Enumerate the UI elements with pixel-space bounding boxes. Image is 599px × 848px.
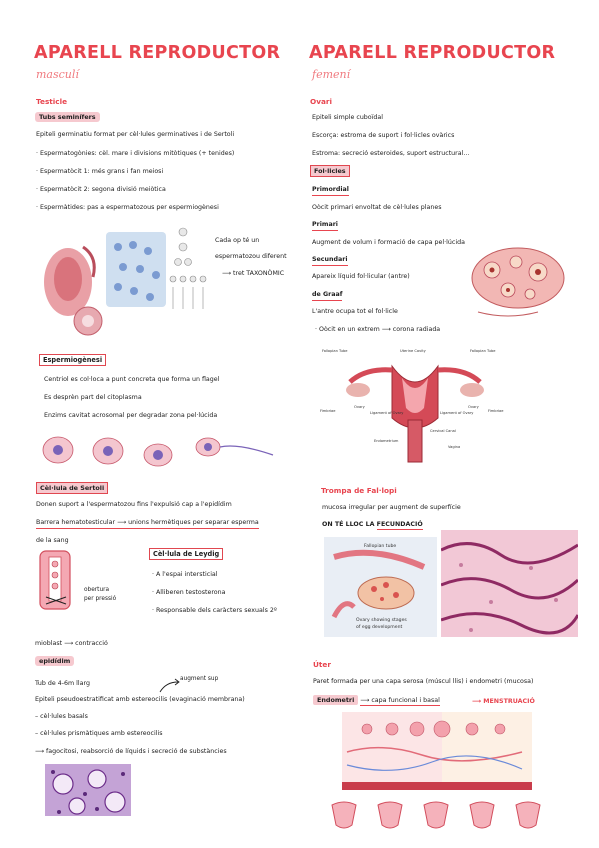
uterus-label-12: Vagina [448, 445, 461, 449]
uterus-label-4: Ovary [354, 405, 365, 409]
fallopian-histology [441, 530, 578, 637]
fallopian-caption-2: of egg development [356, 625, 403, 630]
sertoli-line-2: Barrera hematotesticular ⟶ unions hermètiques per separar esperma [36, 519, 259, 529]
left-subtitle: masculí [36, 68, 79, 81]
note-line-3: ⟶ tret TAXONÒMIC [222, 270, 285, 277]
tubs-label: Tubs seminífers [35, 112, 100, 122]
graaf-line-1: L'antre ocupa tot el fol·licle [312, 308, 398, 315]
sertoli-line-3: de la sang [36, 537, 69, 544]
epididim-line-5: ⟶ fagocitosi, reabsorció de líquids i secreció de substàncies [35, 748, 227, 755]
sertoli-cell-drawing [36, 549, 76, 614]
secundari-label: Secundari [312, 256, 348, 266]
overture-note-1: obertura [84, 587, 110, 593]
ovari-line-3: Estroma: secreció esteroides, suport estructural... [312, 150, 470, 157]
ovari-line-1: Epiteli simple cuboïdal [312, 114, 384, 121]
uterus-label-8: Ligament of Ovary [440, 411, 474, 415]
leydig-item-1: · A l'espai intersticial [152, 571, 218, 578]
primari-text: Augment de volum i formació de capa pel·lúcida [312, 239, 465, 246]
fecundacio-line [322, 521, 423, 529]
right-subtitle: femení [312, 68, 351, 81]
uterus-label-1: Fallopian Tube [322, 349, 348, 353]
uterus-label-5: Ovary [468, 405, 479, 409]
testicle-line-4: · Espermatòcit 2: segona divisió meiòtica [36, 186, 166, 193]
uterus-label-6: Fimbriae [320, 409, 336, 413]
epididim-line-4: – cèl·lules prismàtiques amb estereocilis [35, 730, 163, 737]
testicle-line-1: Epiteli germinatiu format per cèl·lules germinatives i de Sertoli [36, 131, 235, 138]
epididim-label: epidídim [35, 656, 74, 666]
note-line-2: espermatozou diferent [215, 253, 287, 260]
left-title: APARELL REPRODUCTOR [34, 43, 281, 63]
testicle-line-3: · Espermatòcit 1: més grans i fan meiosi [36, 168, 164, 175]
trompa-line-1: mucosa irregular per augment de superfície [322, 504, 461, 511]
uter-line: Paret formada per una capa serosa (múscul llis) i endometri (mucosa) [313, 678, 534, 685]
graaf-label: de Graaf [312, 291, 342, 301]
testicle-line-5: · Espermàtides: pas a espermatozous per espermiogènesi [36, 204, 219, 211]
mioblast-line: mioblast ⟶ contracció [35, 640, 108, 647]
uterus-figure [320, 348, 510, 466]
fallopian-figure [324, 537, 437, 637]
sertoli-label: Cèl·lula de Sertoli [36, 482, 108, 494]
capa-text: ⟶ capa funcional i basal [360, 697, 440, 704]
primordial-label: Primordial [312, 186, 349, 196]
arrow-icon [158, 678, 182, 694]
uterus-label-7: Ligament of Ovary [370, 411, 404, 415]
graaf-line-2: · Oòcit en un extrem ⟶ corona radiada [315, 326, 441, 333]
endometri-label: Endometri [313, 695, 358, 705]
esperm-line-1: Centriol es col·loca a punt concreta que forma un flagel [44, 376, 220, 383]
uterus-label-9: Fimbriae [488, 409, 504, 413]
sertoli-line-1: Donen suport a l'espermatozou fins l'expulsió cap a l'epidídim [36, 501, 232, 508]
uterus-label-3: Fallopian Tube [470, 349, 496, 353]
fecundacio-prefix: ON TÉ LLOC LA [322, 521, 377, 528]
esperm-line-2: Es desprèn part del citoplasma [44, 394, 142, 401]
ovari-line-2: Escorça: estroma de suport i fol·licles ovàrics [312, 132, 455, 139]
ovary-figure [468, 240, 570, 322]
uterus-label-2: Uterine Cavity [400, 349, 426, 353]
folicles-label: Fol·licles [310, 165, 350, 177]
fecundacio-word: FECUNDACIÓ [376, 521, 423, 528]
fallopian-caption-1: Ovary showing stages [356, 618, 407, 623]
endometri-line [313, 696, 440, 705]
primordial-text: Oòcit primari envoltat de cèl·lules planes [312, 204, 442, 211]
fallopian-label: Fallopian tube [364, 544, 397, 549]
epididim-line-3: – cèl·lules basals [35, 713, 88, 720]
secundari-text: Apareix líquid fol·licular (antre) [312, 273, 410, 280]
espermiogenesi-label: Espermiogènesi [39, 354, 106, 366]
uterus-label-10: Cervical Canal [430, 429, 456, 433]
ovari-heading: Ovari [310, 97, 332, 106]
trompa-heading: Trompa de Fal·lopi [321, 486, 397, 495]
menstruacio-label: ⟶ MENSTRUACIÓ [472, 698, 535, 705]
testis-figure [38, 217, 210, 337]
note-line-1: Cada op té un [215, 237, 260, 244]
leydig-item-2: · Alliberen testosterona [152, 589, 226, 596]
testicle-heading: Testicle [36, 97, 68, 106]
right-title: APARELL REPRODUCTOR [309, 43, 556, 63]
primari-label: Primari [312, 221, 338, 231]
epididim-note: augment sup [180, 676, 219, 682]
leydig-item-3: · Responsable dels caràcters sexuals 2º [152, 607, 277, 614]
epididymis-histology [45, 764, 131, 816]
epididim-line-1: Tub de 4-6m llarg [35, 680, 91, 687]
epididim-line-2: Epiteli pseudoestratificat amb estereocilis (evaginació membrana) [35, 696, 245, 703]
testicle-line-2: · Espermatogònies: cèl. mare i divisions mitòtiques (+ tenides) [36, 150, 235, 157]
uter-heading: Úter [313, 660, 331, 669]
leydig-label: Cèl·lula de Leydig [149, 548, 223, 560]
menstrual-cycle-figure [322, 707, 552, 837]
uterus-label-11: Endometrium [374, 439, 399, 443]
spermiogenesis-figure [38, 425, 278, 475]
overture-note-2: per pressió [84, 596, 117, 602]
esperm-line-3: Enzims cavitat acrosomal per degradar zona pel·lúcida [44, 412, 218, 419]
